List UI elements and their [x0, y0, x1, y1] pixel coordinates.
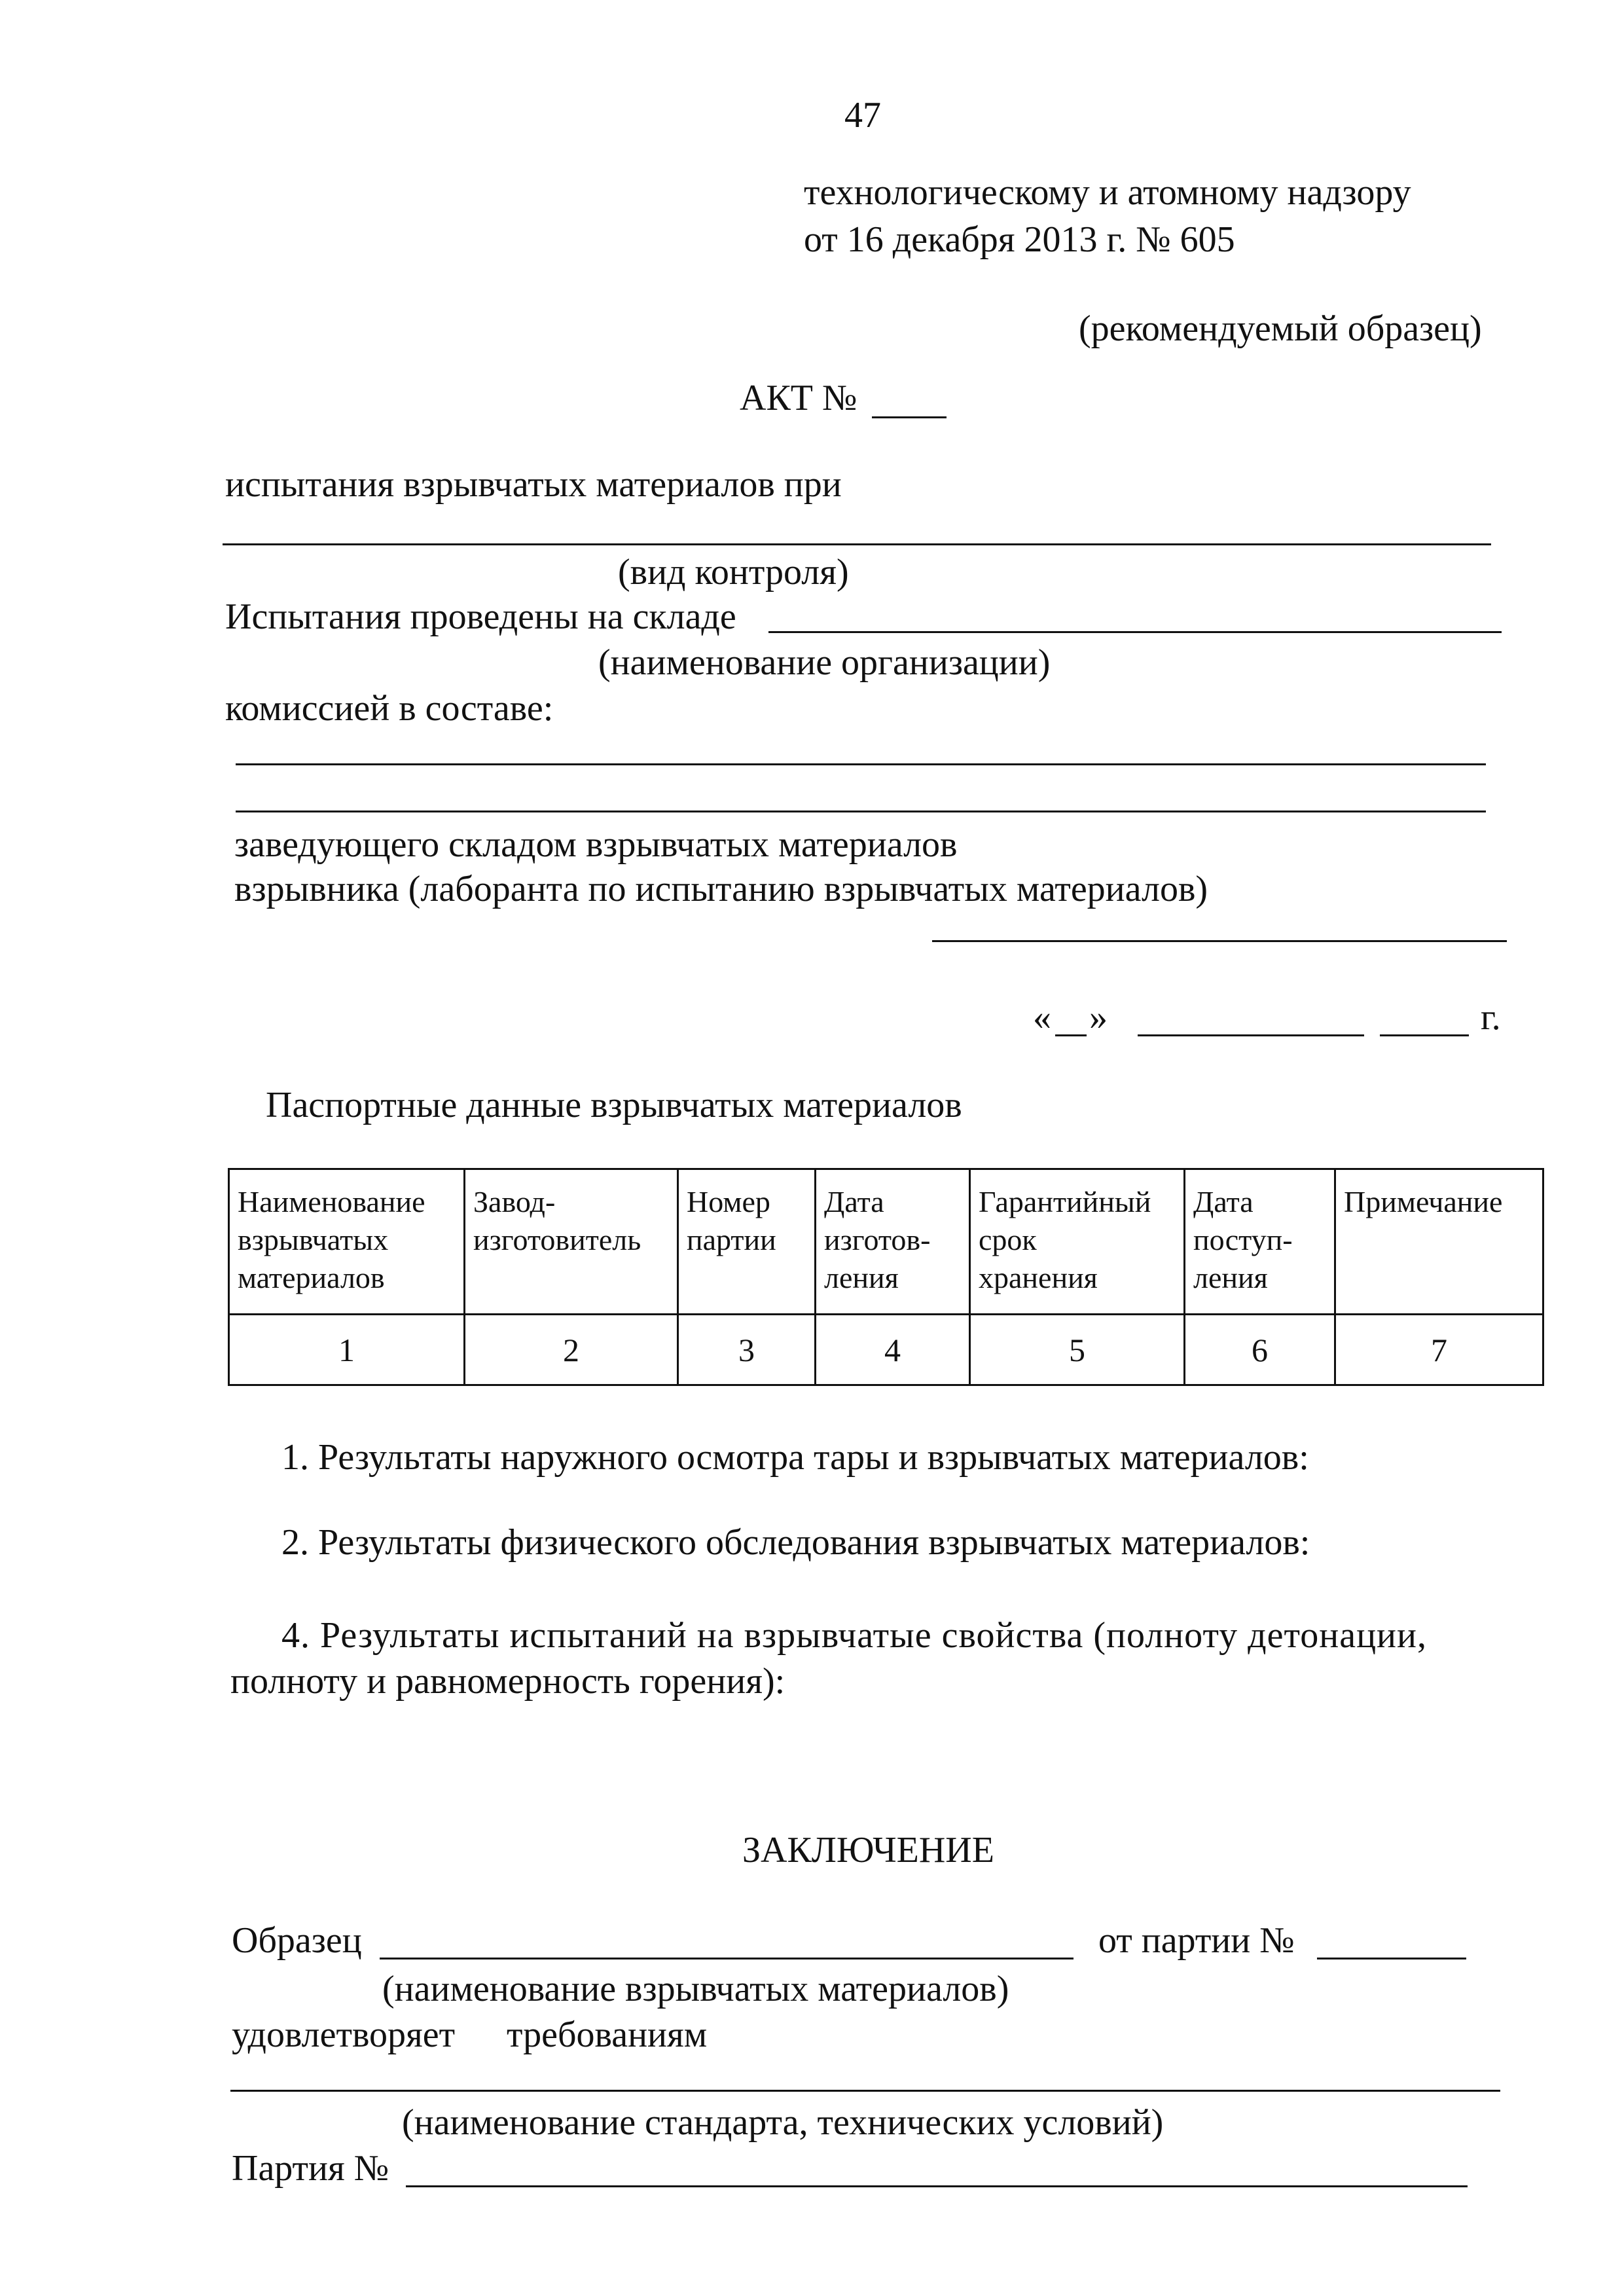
passport-table	[228, 1168, 1544, 1386]
header-cell-warranty: Гарантийный срок хранения	[970, 1169, 1185, 1315]
date-month-line	[1138, 1034, 1364, 1036]
satisfies-label: удовлетворяет	[232, 2014, 456, 2055]
column-number: 7	[1335, 1315, 1543, 1385]
material-caption: (наименование взрывчатых материалов)	[382, 1969, 1009, 2009]
column-number: 5	[970, 1315, 1185, 1385]
act-number-line	[872, 416, 947, 418]
standard-caption: (наименование стандарта, технических условий)	[402, 2102, 1164, 2143]
date-day-line	[1055, 1034, 1087, 1036]
batch-label: от партии №	[1098, 1920, 1295, 1961]
party-label: Партия №	[232, 2148, 389, 2189]
batch-number-line	[1317, 1958, 1466, 1959]
role-blaster: взрывника (лаборанта по испытанию взрывчатых материалов)	[234, 869, 1208, 909]
header-line-1: технологическому и атомному надзору	[804, 172, 1411, 213]
party-number-line	[406, 2185, 1468, 2187]
column-number: 6	[1185, 1315, 1335, 1385]
result-item-1: 1. Результаты наружного осмотра тары и взрывчатых материалов:	[281, 1437, 1309, 1478]
header-cell-name: Наименование взрывчатых материалов	[229, 1169, 465, 1315]
passport-title: Паспортные данные взрывчатых материалов	[266, 1085, 962, 1125]
header-cell-manufacture-date: Дата изготов- ления	[816, 1169, 970, 1315]
sample-line	[380, 1958, 1074, 1959]
header-cell-receipt-date: Дата поступ- ления	[1185, 1169, 1335, 1315]
role-manager: заведующего складом взрывчатых материалов	[234, 824, 958, 865]
date-open-quote: «	[1033, 997, 1051, 1038]
date-close-quote: »	[1089, 997, 1108, 1038]
organization-caption: (наименование организации)	[598, 642, 1051, 683]
result-item-4-line-2: полноту и равномерность горения):	[230, 1661, 785, 1702]
date-year-line	[1380, 1034, 1469, 1036]
control-type-caption: (вид контроля)	[618, 552, 849, 592]
test-line: испытания взрывчатых материалов при	[225, 464, 842, 505]
requirements-label: требованиям	[507, 2014, 708, 2055]
sample-label: Образец	[232, 1920, 362, 1961]
commission-line-2	[236, 811, 1486, 812]
column-number: 3	[678, 1315, 816, 1385]
date-year-suffix: г.	[1481, 997, 1501, 1038]
control-type-line	[223, 543, 1491, 545]
conducted-line: Испытания проведены на складе	[225, 596, 736, 637]
column-number: 2	[465, 1315, 678, 1385]
header-line-2: от 16 декабря 2013 г. № 605	[804, 219, 1235, 260]
signature-line	[932, 940, 1507, 942]
column-number: 4	[816, 1315, 970, 1385]
standard-line	[230, 2090, 1500, 2092]
header-cell-batch: Номер партии	[678, 1169, 816, 1315]
commission-line: комиссией в составе:	[225, 688, 554, 729]
header-cell-manufacturer: Завод- изготовитель	[465, 1169, 678, 1315]
act-title: АКТ №	[740, 378, 857, 418]
column-number: 1	[229, 1315, 465, 1385]
conclusion-title: ЗАКЛЮЧЕНИЕ	[742, 1830, 994, 1870]
result-item-2: 2. Результаты физического обследования взрывчатых материалов:	[281, 1522, 1310, 1563]
result-item-4-line-1: 4. Результаты испытаний на взрывчатые свойства (полноту детонации,	[281, 1615, 1427, 1656]
page-number: 47	[844, 95, 881, 136]
recommended-label: (рекомендуемый образец)	[1079, 308, 1482, 349]
warehouse-line	[768, 631, 1502, 633]
header-cell-note: Примечание	[1335, 1169, 1543, 1315]
commission-line-1	[236, 763, 1486, 765]
